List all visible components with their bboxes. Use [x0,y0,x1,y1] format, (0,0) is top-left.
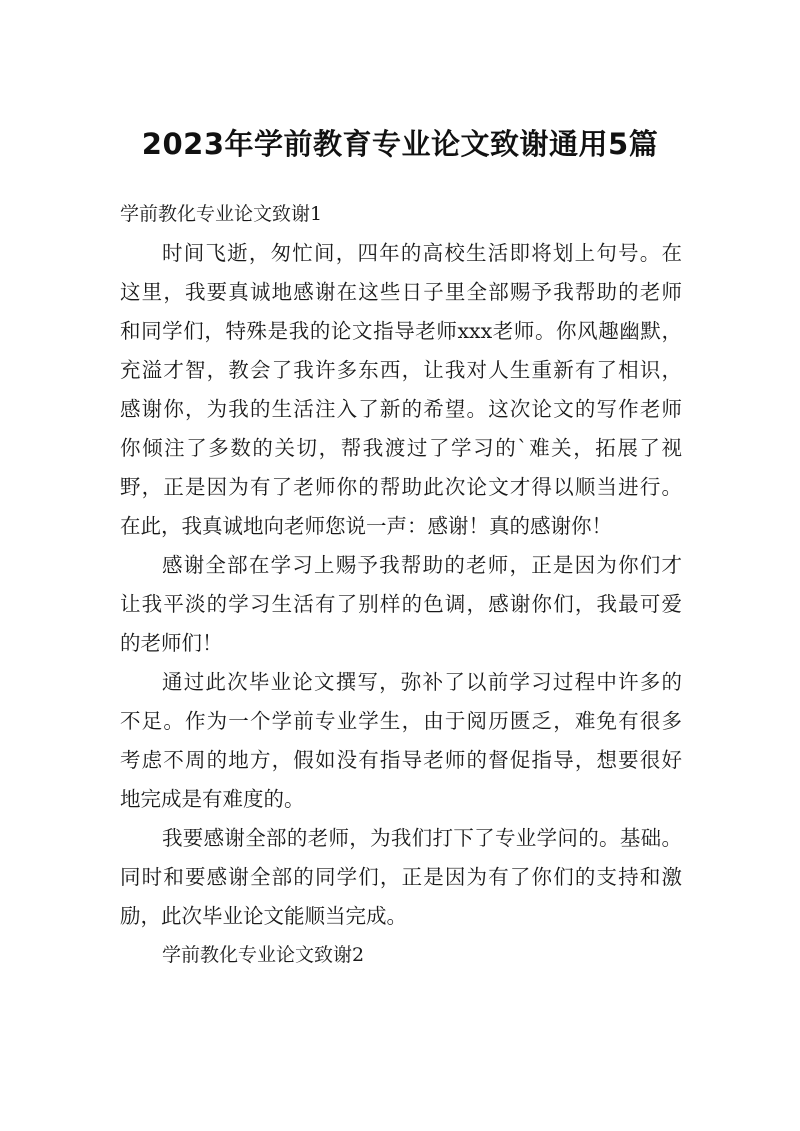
section-heading: 学前教化专业论文致谢2 [162,944,365,966]
paragraph-line: 我要感谢全部的老师，为我们打下了专业学问的。基础。 [162,826,682,850]
paragraph-line: 时间飞逝，匆忙间，四年的高校生活即将划上句号。在 [162,241,682,265]
paragraph-line: 充溢才智，教会了我许多东西，让我对人生重新有了相识， [120,358,682,382]
paragraph-line: 你倾注了多数的关切，帮我渡过了学习的`难关，拓展了视 [120,436,682,460]
paragraph-line: 野，正是因为有了老师你的帮助此次论文才得以顺当进行。 [120,475,682,499]
paragraph-line: 感谢全部在学习上赐予我帮助的老师，正是因为你们才 [162,553,682,577]
paragraph-line: 同时和要感谢全部的同学们，正是因为有了你们的支持和激 [120,865,682,889]
document-title: 2023年学前教育专业论文致谢通用5篇 [141,127,659,161]
section-heading: 学前教化专业论文致谢1 [120,203,323,225]
paragraph-line: 和同学们，特殊是我的论文指导老师xxx老师。你风趣幽默， [120,319,682,343]
paragraph-line: 让我平淡的学习生活有了别样的色调，感谢你们，我最可爱 [120,592,682,616]
paragraph-line: 的老师们！ [120,631,223,655]
paragraph-line: 在此，我真诚地向老师您说一声：感谢！真的感谢你！ [120,514,612,538]
paragraph-line: 不足。作为一个学前专业学生，由于阅历匮乏，难免有很多 [120,709,682,733]
paragraph-line: 考虑不周的地方，假如没有指导老师的督促指导，想要很好 [120,748,682,772]
document-body [120,195,682,975]
paragraph-line: 感谢你，为我的生活注入了新的希望。这次论文的写作老师 [120,397,682,421]
paragraph-line: 这里，我要真诚地感谢在这些日子里全部赐予我帮助的老师 [120,280,682,304]
paragraph-line: 励，此次毕业论文能顺当完成。 [120,904,407,928]
paragraph-line: 通过此次毕业论文撰写，弥补了以前学习过程中许多的 [162,670,682,694]
paragraph-line: 地完成是有难度的。 [120,787,305,811]
